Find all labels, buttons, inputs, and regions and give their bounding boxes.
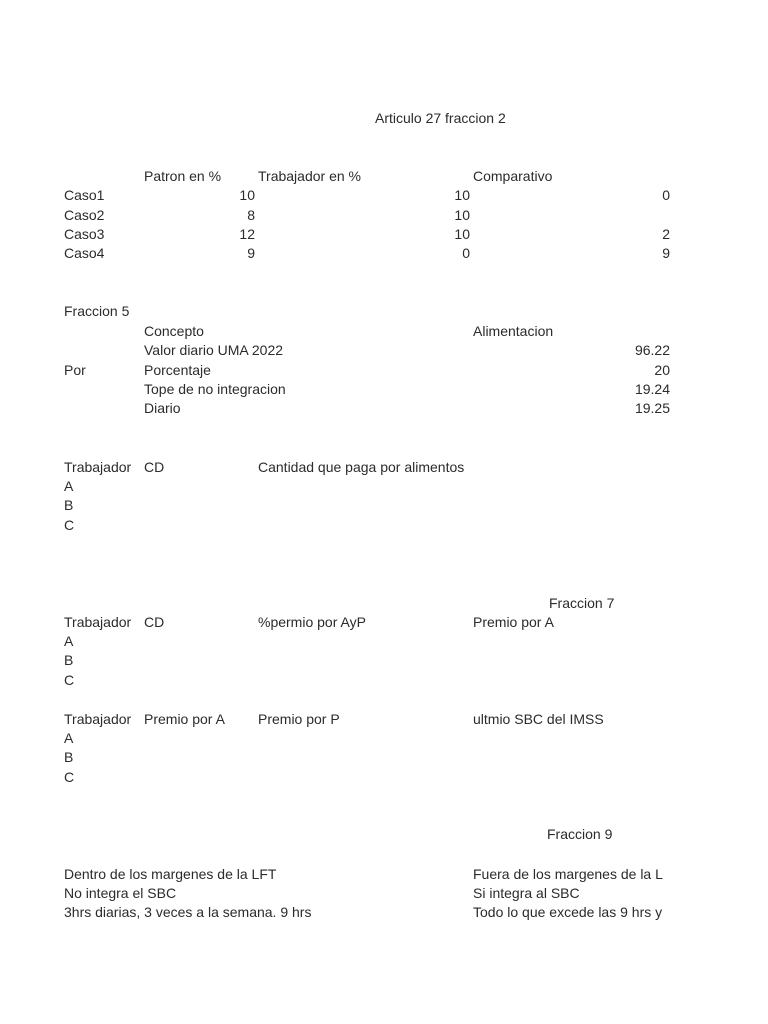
table-b-header: Premio por P: [258, 711, 340, 727]
table-b-row-label: A: [64, 730, 74, 746]
concept-label: Diario: [144, 400, 181, 416]
concept-label: Porcentaje: [144, 362, 211, 378]
table-a-row-label: B: [64, 652, 74, 668]
table-a-header: Trabajador: [64, 614, 132, 630]
trabajador-value: 0: [462, 245, 470, 261]
alimentacion-header: Alimentacion: [473, 323, 554, 339]
table3-header-cd: CD: [144, 459, 165, 475]
table-b-header: Premio por A: [144, 711, 225, 727]
por-label: Por: [64, 362, 86, 378]
fraccion9-right-text: Si integra al SBC: [473, 885, 580, 901]
concept-value: 96.22: [634, 342, 670, 358]
comparativo-value: 0: [662, 187, 670, 203]
table1-header-patron: Patron en %: [144, 168, 222, 184]
patron-value: 9: [247, 245, 255, 261]
table-b-header: Trabajador: [64, 711, 132, 727]
concept-value: 20: [654, 362, 670, 378]
concept-value: 19.24: [634, 381, 670, 397]
table-b-header: ultmio SBC del IMSS: [473, 711, 604, 727]
table3-row-label: C: [64, 517, 75, 533]
fraccion7-title: Fraccion 7: [549, 595, 615, 611]
row-label: Caso2: [64, 207, 105, 223]
comparativo-value: 2: [662, 226, 670, 242]
table-a-header: CD: [144, 614, 165, 630]
concept-value: 19.25: [634, 400, 670, 416]
table3-row-label: B: [64, 497, 74, 513]
table-a-header: Premio por A: [473, 614, 554, 630]
row-label: Caso4: [64, 245, 105, 261]
table1-header-comparativo: Comparativo: [473, 168, 553, 184]
row-label: Caso3: [64, 226, 105, 242]
table3-header-trabajador: Trabajador: [64, 459, 132, 475]
patron-value: 10: [239, 187, 255, 203]
table-a-header: %permio por AyP: [258, 614, 366, 630]
fraccion9-title: Fraccion 9: [547, 826, 613, 842]
fraccion9-left-text: Dentro de los margenes de la LFT: [64, 866, 277, 882]
fraccion9-left-text: No integra el SBC: [64, 885, 177, 901]
fraccion9-right-text: Todo lo que excede las 9 hrs y: [473, 904, 663, 920]
table-a-row-label: A: [64, 633, 74, 649]
trabajador-value: 10: [454, 187, 470, 203]
table3-header-cantidad: Cantidad que paga por alimentos: [258, 459, 465, 475]
table3-row-label: A: [64, 478, 74, 494]
table-b-row-label: C: [64, 769, 75, 785]
patron-value: 8: [247, 207, 255, 223]
row-label: Caso1: [64, 187, 105, 203]
patron-value: 12: [239, 226, 255, 242]
trabajador-value: 10: [454, 226, 470, 242]
table-a-row-label: C: [64, 672, 75, 688]
concept-label: Valor diario UMA 2022: [144, 342, 284, 358]
concepto-header: Concepto: [144, 323, 204, 339]
fraccion9-left-text: 3hrs diarias, 3 veces a la semana. 9 hrs: [64, 904, 312, 920]
page-title: Articulo 27 fraccion 2: [375, 110, 506, 126]
concept-label: Tope de no integracion: [144, 381, 286, 397]
table1-header-trabajador: Trabajador en %: [258, 168, 361, 184]
fraccion5-title: Fraccion 5: [64, 303, 130, 319]
table-b-row-label: B: [64, 749, 74, 765]
fraccion9-right-text: Fuera de los margenes de la L: [473, 866, 663, 882]
trabajador-value: 10: [454, 207, 470, 223]
comparativo-value: 9: [662, 245, 670, 261]
